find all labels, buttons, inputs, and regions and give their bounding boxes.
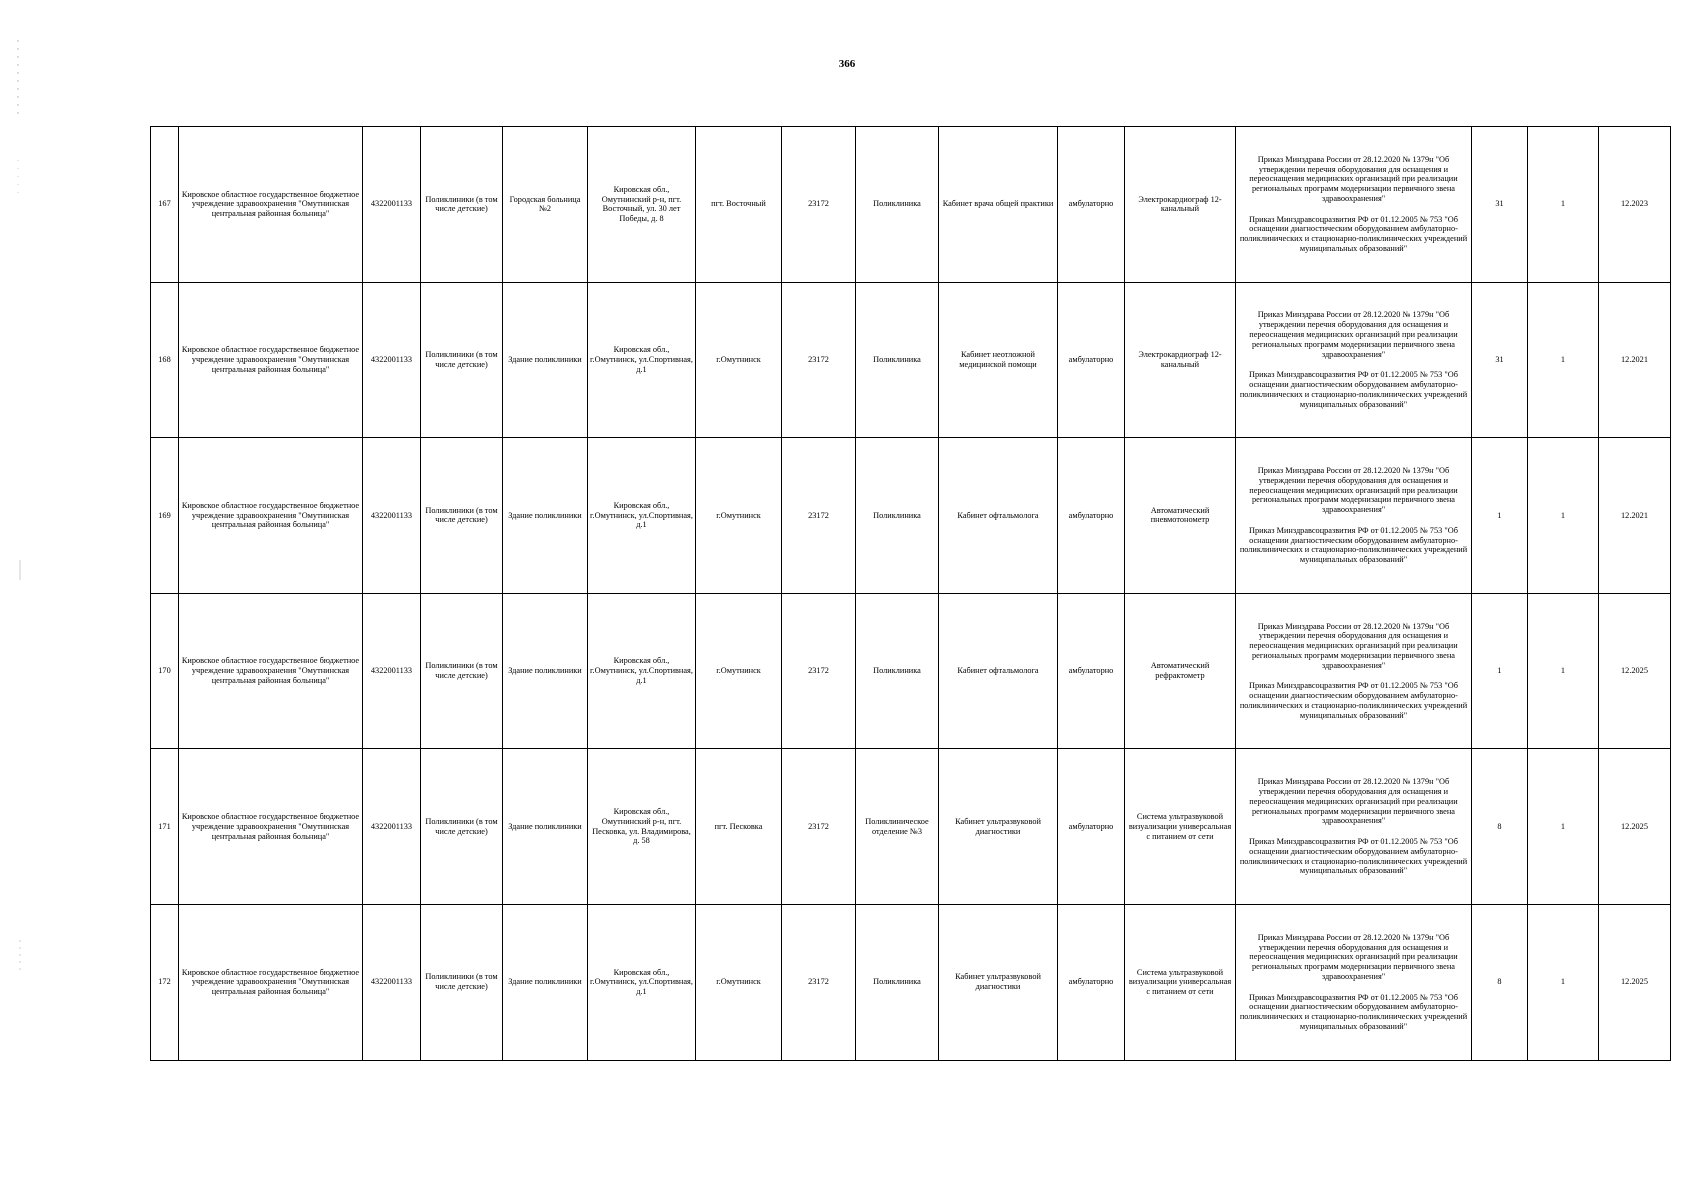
item-number-cell: 8 [1472,749,1528,905]
regulation-order-2: Приказ Минздравсоцразвития РФ от 01.12.2005 № 753 "Об оснащении диагностическим оборудованием амбулаторно-поликлинических и стационарно-поликлинических учреждений муниципальных образований" [1239,370,1468,409]
organization-cell: Кировское областное государственное бюджетное учреждение здравоохранения "Омутнинская центральная районная больница" [179,593,363,749]
code-cell: 23172 [782,749,856,905]
cabinet-cell: Кабинет ультразвуковой диагностики [939,904,1058,1060]
regulation-order-1: Приказ Минздрава России от 28.12.2020 № 1379н "Об утверждении перечня оборудования для оснащения и переоснащения медицинских организаций при реализации региональных программ модернизации первичного звена здравоохранения" [1249,777,1458,826]
page-number: 366 [838,58,856,70]
quantity-cell: 1 [1528,904,1599,1060]
organization-cell: Кировское областное государственное бюджетное учреждение здравоохранения "Омутнинская центральная районная больница" [179,749,363,905]
building-cell: Здание поликлиники [503,282,588,438]
row-number: 169 [151,438,179,594]
code-cell: 23172 [782,593,856,749]
locality-cell: г.Омутнинск [696,904,782,1060]
equipment-cell: Автоматический пневмотонометр [1125,438,1236,594]
regulation-order-2: Приказ Минздравсоцразвития РФ от 01.12.2005 № 753 "Об оснащении диагностическим оборудованием амбулаторно-поликлинических и стационарно-поликлинических учреждений муниципальных образований" [1239,837,1468,876]
address-cell: Кировская обл., г.Омутнинск, ул.Спортивная, д.1 [588,593,696,749]
facility-type-cell: Поликлиники (в том числе детские) [421,282,503,438]
quantity-cell: 1 [1528,749,1599,905]
item-number-cell: 1 [1472,593,1528,749]
code-cell: 23172 [782,127,856,283]
regulation-order-1: Приказ Минздрава России от 28.12.2020 № 1379н "Об утверждении перечня оборудования для оснащения и переоснащения медицинских организаций при реализации региональных программ модернизации первичного звена здравоохранения" [1249,310,1458,359]
cabinet-cell: Кабинет ультразвуковой диагностики [939,749,1058,905]
locality-cell: пгт. Восточный [696,127,782,283]
cabinet-cell: Кабинет врача общей практики [939,127,1058,283]
item-number-cell: 31 [1472,127,1528,283]
inn-cell: 4322001133 [363,593,421,749]
inn-cell: 4322001133 [363,749,421,905]
inn-cell: 4322001133 [363,904,421,1060]
regulation-cell [1236,593,1472,749]
facility-type-cell: Поликлиники (в том числе детские) [421,127,503,283]
organization-cell: Кировское областное государственное бюджетное учреждение здравоохранения "Омутнинская центральная районная больница" [179,282,363,438]
table-row [151,438,1671,594]
care-form-cell: амбулаторно [1058,438,1125,594]
regulation-order-1: Приказ Минздрава России от 28.12.2020 № 1379н "Об утверждении перечня оборудования для оснащения и переоснащения медицинских организаций при реализации региональных программ модернизации первичного звена здравоохранения" [1249,932,1458,981]
row-number: 168 [151,282,179,438]
unit-cell: Поликлиника [856,438,939,594]
inn-cell: 4322001133 [363,438,421,594]
cabinet-cell: Кабинет офтальмолога [939,438,1058,594]
facility-type-cell: Поликлиники (в том числе детские) [421,904,503,1060]
table-row [151,282,1671,438]
address-cell: Кировская обл., Омутнинский р-н, пгт. Восточный, ул. 30 лет Победы, д. 8 [588,127,696,283]
date-cell: 12.2021 [1599,282,1671,438]
regulation-order-1: Приказ Минздрава России от 28.12.2020 № 1379н "Об утверждении перечня оборудования для оснащения и переоснащения медицинских организаций при реализации региональных программ модернизации первичного звена здравоохранения" [1249,154,1458,203]
locality-cell: г.Омутнинск [696,282,782,438]
table-row [151,904,1671,1060]
inn-cell: 4322001133 [363,127,421,283]
locality-cell: пгт. Песковка [696,749,782,905]
code-cell: 23172 [782,282,856,438]
facility-type-cell: Поликлиники (в том числе детские) [421,438,503,594]
regulation-order-2: Приказ Минздравсоцразвития РФ от 01.12.2005 № 753 "Об оснащении диагностическим оборудованием амбулаторно-поликлинических и стационарно-поликлинических учреждений муниципальных образований" [1239,214,1468,254]
care-form-cell: амбулаторно [1058,593,1125,749]
quantity-cell: 1 [1528,282,1599,438]
equipment-table [150,126,1671,1061]
equipment-cell: Система ультразвуковой визуализации универсальная с питанием от сети [1125,904,1236,1060]
equipment-cell: Система ультразвуковой визуализации универсальная с питанием от сети [1125,749,1236,905]
date-cell: 12.2021 [1599,438,1671,594]
regulation-cell [1236,904,1472,1060]
row-number: 172 [151,904,179,1060]
building-cell: Здание поликлиники [503,593,588,749]
address-cell: Кировская обл., г.Омутнинск, ул.Спортивная, д.1 [588,904,696,1060]
equipment-cell: Электрокардиограф 12-канальный [1125,127,1236,283]
date-cell: 12.2025 [1599,749,1671,905]
care-form-cell: амбулаторно [1058,749,1125,905]
equipment-cell: Автоматический рефрактометр [1125,593,1236,749]
row-number: 170 [151,593,179,749]
regulation-cell [1236,282,1472,438]
facility-type-cell: Поликлиники (в том числе детские) [421,593,503,749]
regulation-cell [1236,438,1472,594]
facility-type-cell: Поликлиники (в том числе детские) [421,749,503,905]
care-form-cell: амбулаторно [1058,127,1125,283]
date-cell: 12.2023 [1599,127,1671,283]
care-form-cell: амбулаторно [1058,282,1125,438]
equipment-cell: Электрокардиограф 12-канальный [1125,282,1236,438]
item-number-cell: 1 [1472,438,1528,594]
locality-cell: г.Омутнинск [696,438,782,594]
date-cell: 12.2025 [1599,593,1671,749]
building-cell: Городская больница №2 [503,127,588,283]
unit-cell: Поликлиника [856,127,939,283]
address-cell: Кировская обл., г.Омутнинск, ул.Спортивная, д.1 [588,438,696,594]
inn-cell: 4322001133 [363,282,421,438]
organization-cell: Кировское областное государственное бюджетное учреждение здравоохранения "Омутнинская центральная районная больница" [179,438,363,594]
locality-cell: г.Омутнинск [696,593,782,749]
regulation-order-2: Приказ Минздравсоцразвития РФ от 01.12.2005 № 753 "Об оснащении диагностическим оборудованием амбулаторно-поликлинических и стационарно-поликлинических учреждений муниципальных образований" [1239,992,1468,1031]
date-cell: 12.2025 [1599,904,1671,1060]
unit-cell: Поликлиника [856,282,939,438]
regulation-cell [1236,127,1472,283]
quantity-cell: 1 [1528,438,1599,594]
regulation-order-2: Приказ Минздравсоцразвития РФ от 01.12.2005 № 753 "Об оснащении диагностическим оборудованием амбулаторно-поликлинических и стационарно-поликлинических учреждений муниципальных образований" [1239,525,1468,565]
table-row [151,127,1671,283]
table-row [151,749,1671,905]
care-form-cell: амбулаторно [1058,904,1125,1060]
unit-cell: Поликлиника [856,593,939,749]
address-cell: Кировская обл., Омутнинский р-н, пгт. Песковка, ул. Владимирова, д. 58 [588,749,696,905]
cabinet-cell: Кабинет офтальмолога [939,593,1058,749]
item-number-cell: 8 [1472,904,1528,1060]
organization-cell: Кировское областное государственное бюджетное учреждение здравоохранения "Омутнинская центральная районная больница" [179,127,363,283]
building-cell: Здание поликлиники [503,904,588,1060]
building-cell: Здание поликлиники [503,438,588,594]
regulation-cell [1236,749,1472,905]
code-cell: 23172 [782,438,856,594]
regulation-order-1: Приказ Минздрава России от 28.12.2020 № 1379н "Об утверждении перечня оборудования для оснащения и переоснащения медицинских организаций при реализации региональных программ модернизации первичного звена здравоохранения" [1249,465,1458,515]
item-number-cell: 31 [1472,282,1528,438]
code-cell: 23172 [782,904,856,1060]
quantity-cell: 1 [1528,127,1599,283]
unit-cell: Поликлиника [856,904,939,1060]
table-row [151,593,1671,749]
regulation-order-1: Приказ Минздрава России от 28.12.2020 № 1379н "Об утверждении перечня оборудования для оснащения и переоснащения медицинских организаций при реализации региональных программ модернизации первичного звена здравоохранения" [1249,621,1458,670]
quantity-cell: 1 [1528,593,1599,749]
row-number: 171 [151,749,179,905]
row-number: 167 [151,127,179,283]
organization-cell: Кировское областное государственное бюджетное учреждение здравоохранения "Омутнинская центральная районная больница" [179,904,363,1060]
address-cell: Кировская обл., г.Омутнинск, ул.Спортивная, д.1 [588,282,696,438]
unit-cell: Поликлиническое отделение №3 [856,749,939,905]
cabinet-cell: Кабинет неотложной медицинской помощи [939,282,1058,438]
building-cell: Здание поликлиники [503,749,588,905]
regulation-order-2: Приказ Минздравсоцразвития РФ от 01.12.2005 № 753 "Об оснащении диагностическим оборудованием амбулаторно-поликлинических и стационарно-поликлинических учреждений муниципальных образований" [1239,681,1468,720]
